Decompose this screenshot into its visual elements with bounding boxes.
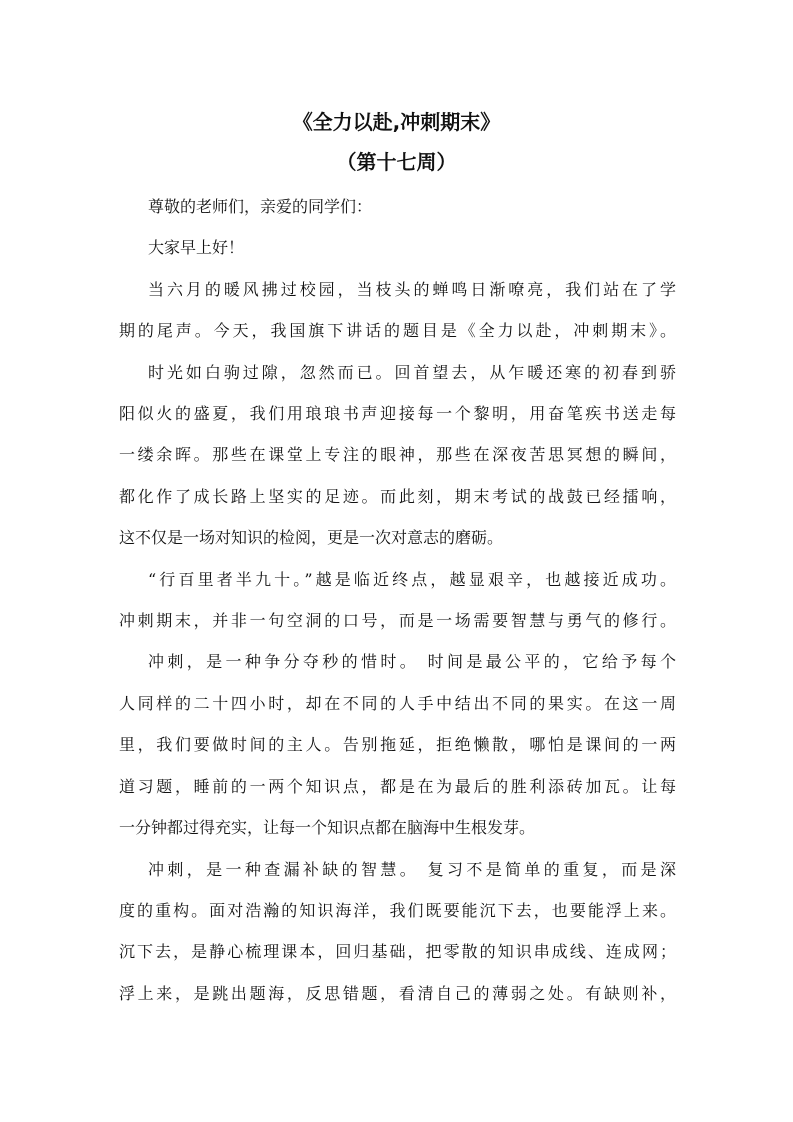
paragraph <box>119 641 676 848</box>
text-line: 当六月的暖风拂过校园，当枝头的蝉鸣日渐嘹亮，我们站在了学 <box>148 279 676 299</box>
text-line: 一分钟都过得充实，让每一个知识点都在脑海中生根发芽。 <box>119 818 536 838</box>
document-title: 《全力以赴,冲刺期末》 <box>292 110 501 134</box>
paragraph <box>119 559 676 642</box>
text-line: 冲刺期末，并非一句空洞的口号，而是一场需要智慧与勇气的修行。 <box>119 611 676 631</box>
text-line: 这不仅是一场对知识的检阅，更是一次对意志的磨砺。 <box>119 528 504 548</box>
text-line: 期的尾声。今天，我国旗下讲话的题目是《全力以赴，冲刺期末》。 <box>119 321 676 341</box>
text-line: 时光如白驹过隙，忽然而已。回首望去，从乍暖还寒的初春到骄 <box>148 362 676 382</box>
text-line: 度的重构。面对浩瀚的知识海洋，我们既要能沉下去，也要能浮上来。 <box>119 900 676 920</box>
text-line: 尊敬的老师们，亲爱的同学们： <box>148 197 373 216</box>
text-line: 冲刺，是一种查漏补缺的智慧。 复习不是简单的重复，而是深 <box>148 859 676 879</box>
paragraph-greeting <box>119 227 676 268</box>
text-line: 沉下去，是静心梳理课本，回归基础，把零散的知识串成线、连成网； <box>119 942 676 962</box>
text-line: 一缕余晖。那些在课堂上专注的眼神，那些在深夜苦思冥想的瞬间， <box>119 445 676 465</box>
text-line: 大家早上好！ <box>148 238 245 258</box>
paragraph-salutation <box>119 186 676 227</box>
text-line: “行百里者半九十。”越是临近终点，越显艰辛，也越接近成功。 <box>148 569 676 589</box>
text-line: 阳似火的盛夏，我们用琅琅书声迎接每一个黎明，用奋笔疾书送走每 <box>119 404 676 424</box>
text-line: 冲刺，是一种争分夺秒的惜时。 时间是最公平的，它给予每个 <box>148 652 676 672</box>
text-line: 里，我们要做时间的主人。告别拖延，拒绝懒散，哪怕是课间的一两 <box>119 735 676 755</box>
text-line: 道习题，睡前的一两个知识点，都是在为最后的胜利添砖加瓦。让每 <box>119 776 676 796</box>
paragraph <box>119 269 676 352</box>
text-line: 浮上来，是跳出题海，反思错题，看清自己的薄弱之处。有缺则补， <box>119 983 676 1003</box>
text-line: 人同样的二十四小时，却在不同的人手中结出不同的果实。在这一周 <box>119 693 676 713</box>
paragraph <box>119 352 676 559</box>
text-line: 都化作了成长路上坚实的足迹。而此刻，期末考试的战鼓已经擂响， <box>119 486 676 506</box>
document-body <box>119 186 676 1014</box>
paragraph <box>119 849 676 1015</box>
document-subtitle: （第十七周） <box>336 150 457 174</box>
